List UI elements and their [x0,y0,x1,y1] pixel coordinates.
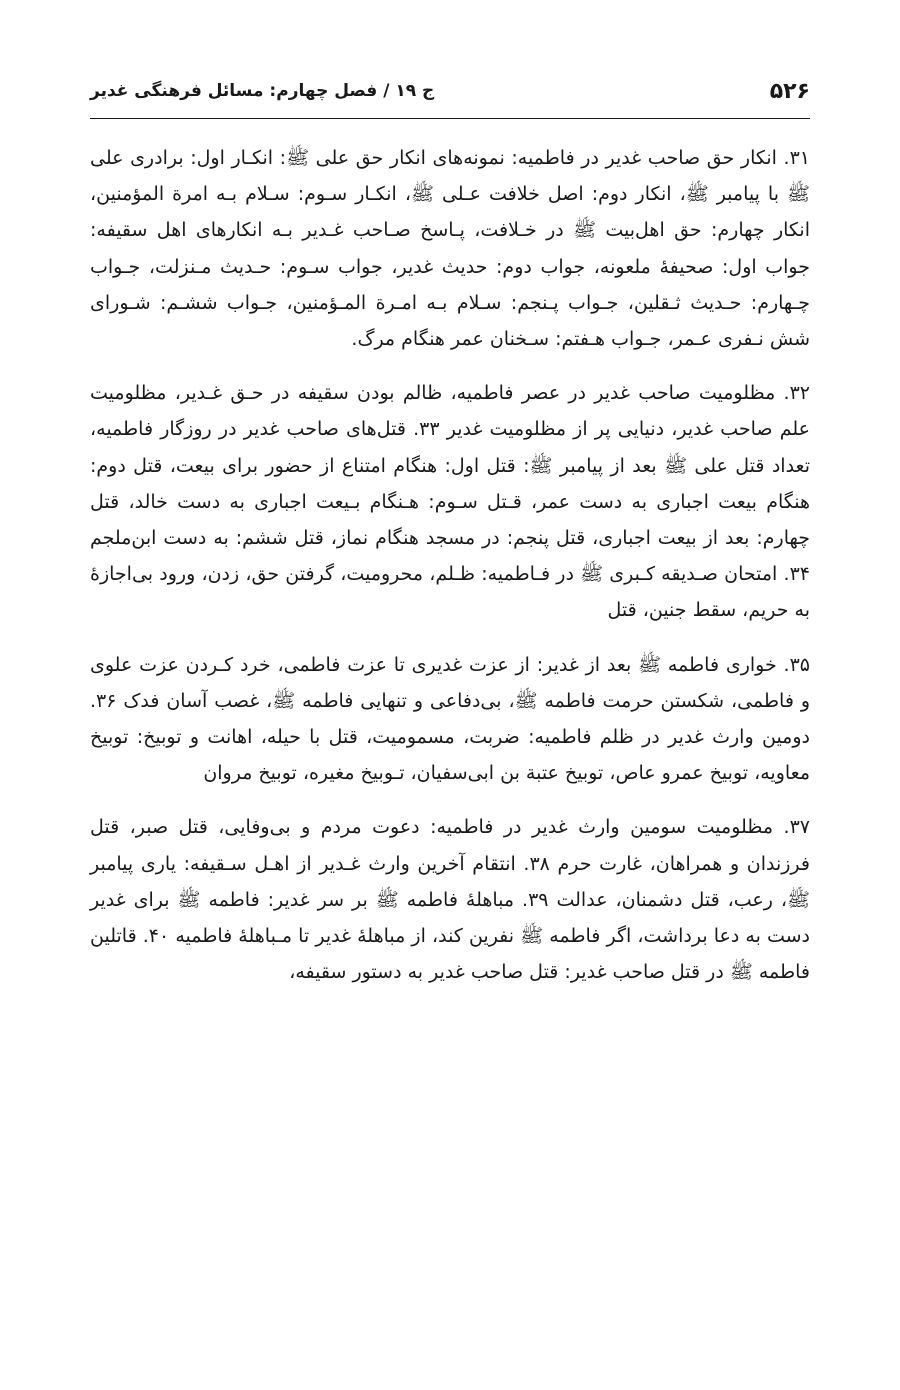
running-header [90,66,810,116]
paragraph-31: ۳۱. انکار حق صاحب غدیر در فاطمیه: نمونه‌های انکار حق علی ﷺ: انکـار اول: برادری علی ﷺ با پیامبر ﷺ، انکار دوم: اصل خلافت عـلی ﷺ، انکـار سـوم: سـلام بـه امرة المؤمنین، انکار چهارم: حق اهل‌بیت ﷺ در خـلافت، پـاسخ صـاحب غـدیر بـه انکارهای اهل سقیفه: جواب اول: صحیفهٔ ملعونه، جواب دوم: حدیث غدیر، جواب سـوم: حـدیث مـنزلت، جـواب چـهارم: حـدیث ثـقلین، جـواب پـنجم: سـلام بـه امـرة المـؤمنین، جـواب ششـم: شـورای شش نـفری عـمر، جـواب هـفتم: سـخنان عمر هنگام مرگ. [90,147,810,351]
book-page [90,0,810,1390]
page-number: ۵۲۶ [769,78,810,104]
paragraph-37: ۳۷. مظلومیت سومین وارث غدیر در فاطمیه: دعوت مردم و بی‌وفایی، قتل صبر، قتل فرزندان و همراهان، غارت حرم ۳۸. انتقام آخرین وارث غـدیر از اهـل سـقیفه: یاری پیامبر ﷺ، رعب، قتل دشمنان، عدالت ۳۹. مباهلهٔ فاطمه ﷺ بر سر غدیر: فاطمه ﷺ برای غدیر دست به دعا برداشت، اگر فاطمه ﷺ نفرین کند، از مباهلهٔ غدیر تا مـباهلهٔ فاطمیه ۴۰. قاتلین فاطمه ﷺ در قتل صاحب غدیر: قتل صاحب غدیر به دستور سقیفه، [90,816,811,984]
paragraph-35: ۳۵. خواری فاطمه ﷺ بعد از غدیر: از عزت غدیری تا عزت فاطمی، خرد کـردن عزت علوی و فاطمی، شکستن حرمت فاطمه ﷺ، بی‌دفاعی و تنهایی فاطمه ﷺ، غصب آسان فدک ۳۶. دومین وارث غدیر در ظلم فاطمیه: ضربت، مسمومیت، قتل با حیله، اهانت و توبیخ: توبیخ معاویه، توبیخ عمرو عاص، توبیخ عتبة بن ابی‌سفیان، تـوبیخ مغیره، توبیخ مروان [90,653,810,785]
header-divider [90,118,810,119]
body-text [90,140,810,1008]
paragraph-32: ۳۲. مظلومیت صاحب غدیر در عصر فاطمیه، ظالم بودن سقیفه در حـق غـدیر، مظلومیت علم صاحب غدیر، دنیایی پر از مظلومیت غدیر ۳۳. قتل‌های صاحب غدیر در روزگار فاطمیه، تعداد قتل علی ﷺ بعد از پیامبر ﷺ: قتل اول: هنگام امتناع از حضور برای بیعت، قتل دوم: هنگام بیعت اجباری به دست عمر، قـتل سـوم: هـنگام بـیعت اجباری به دست خالد، قتل چهارم: بعد از بیعت اجباری، قتل پنجم: در مسجد هنگام نماز، قتل ششم: به دست ابن‌ملجم ۳۴. امتحان صـدیقه کـبری ﷺ در فـاطمیه: ظـلم، محرومیت، گرفتن حق، زدن، ورود بی‌اجازهٔ به حریم، سقط جنین، قتل [90,382,811,622]
running-title: ج ۱۹ / فصل چهارم: مسائل فرهنگی غدیر [90,81,435,101]
